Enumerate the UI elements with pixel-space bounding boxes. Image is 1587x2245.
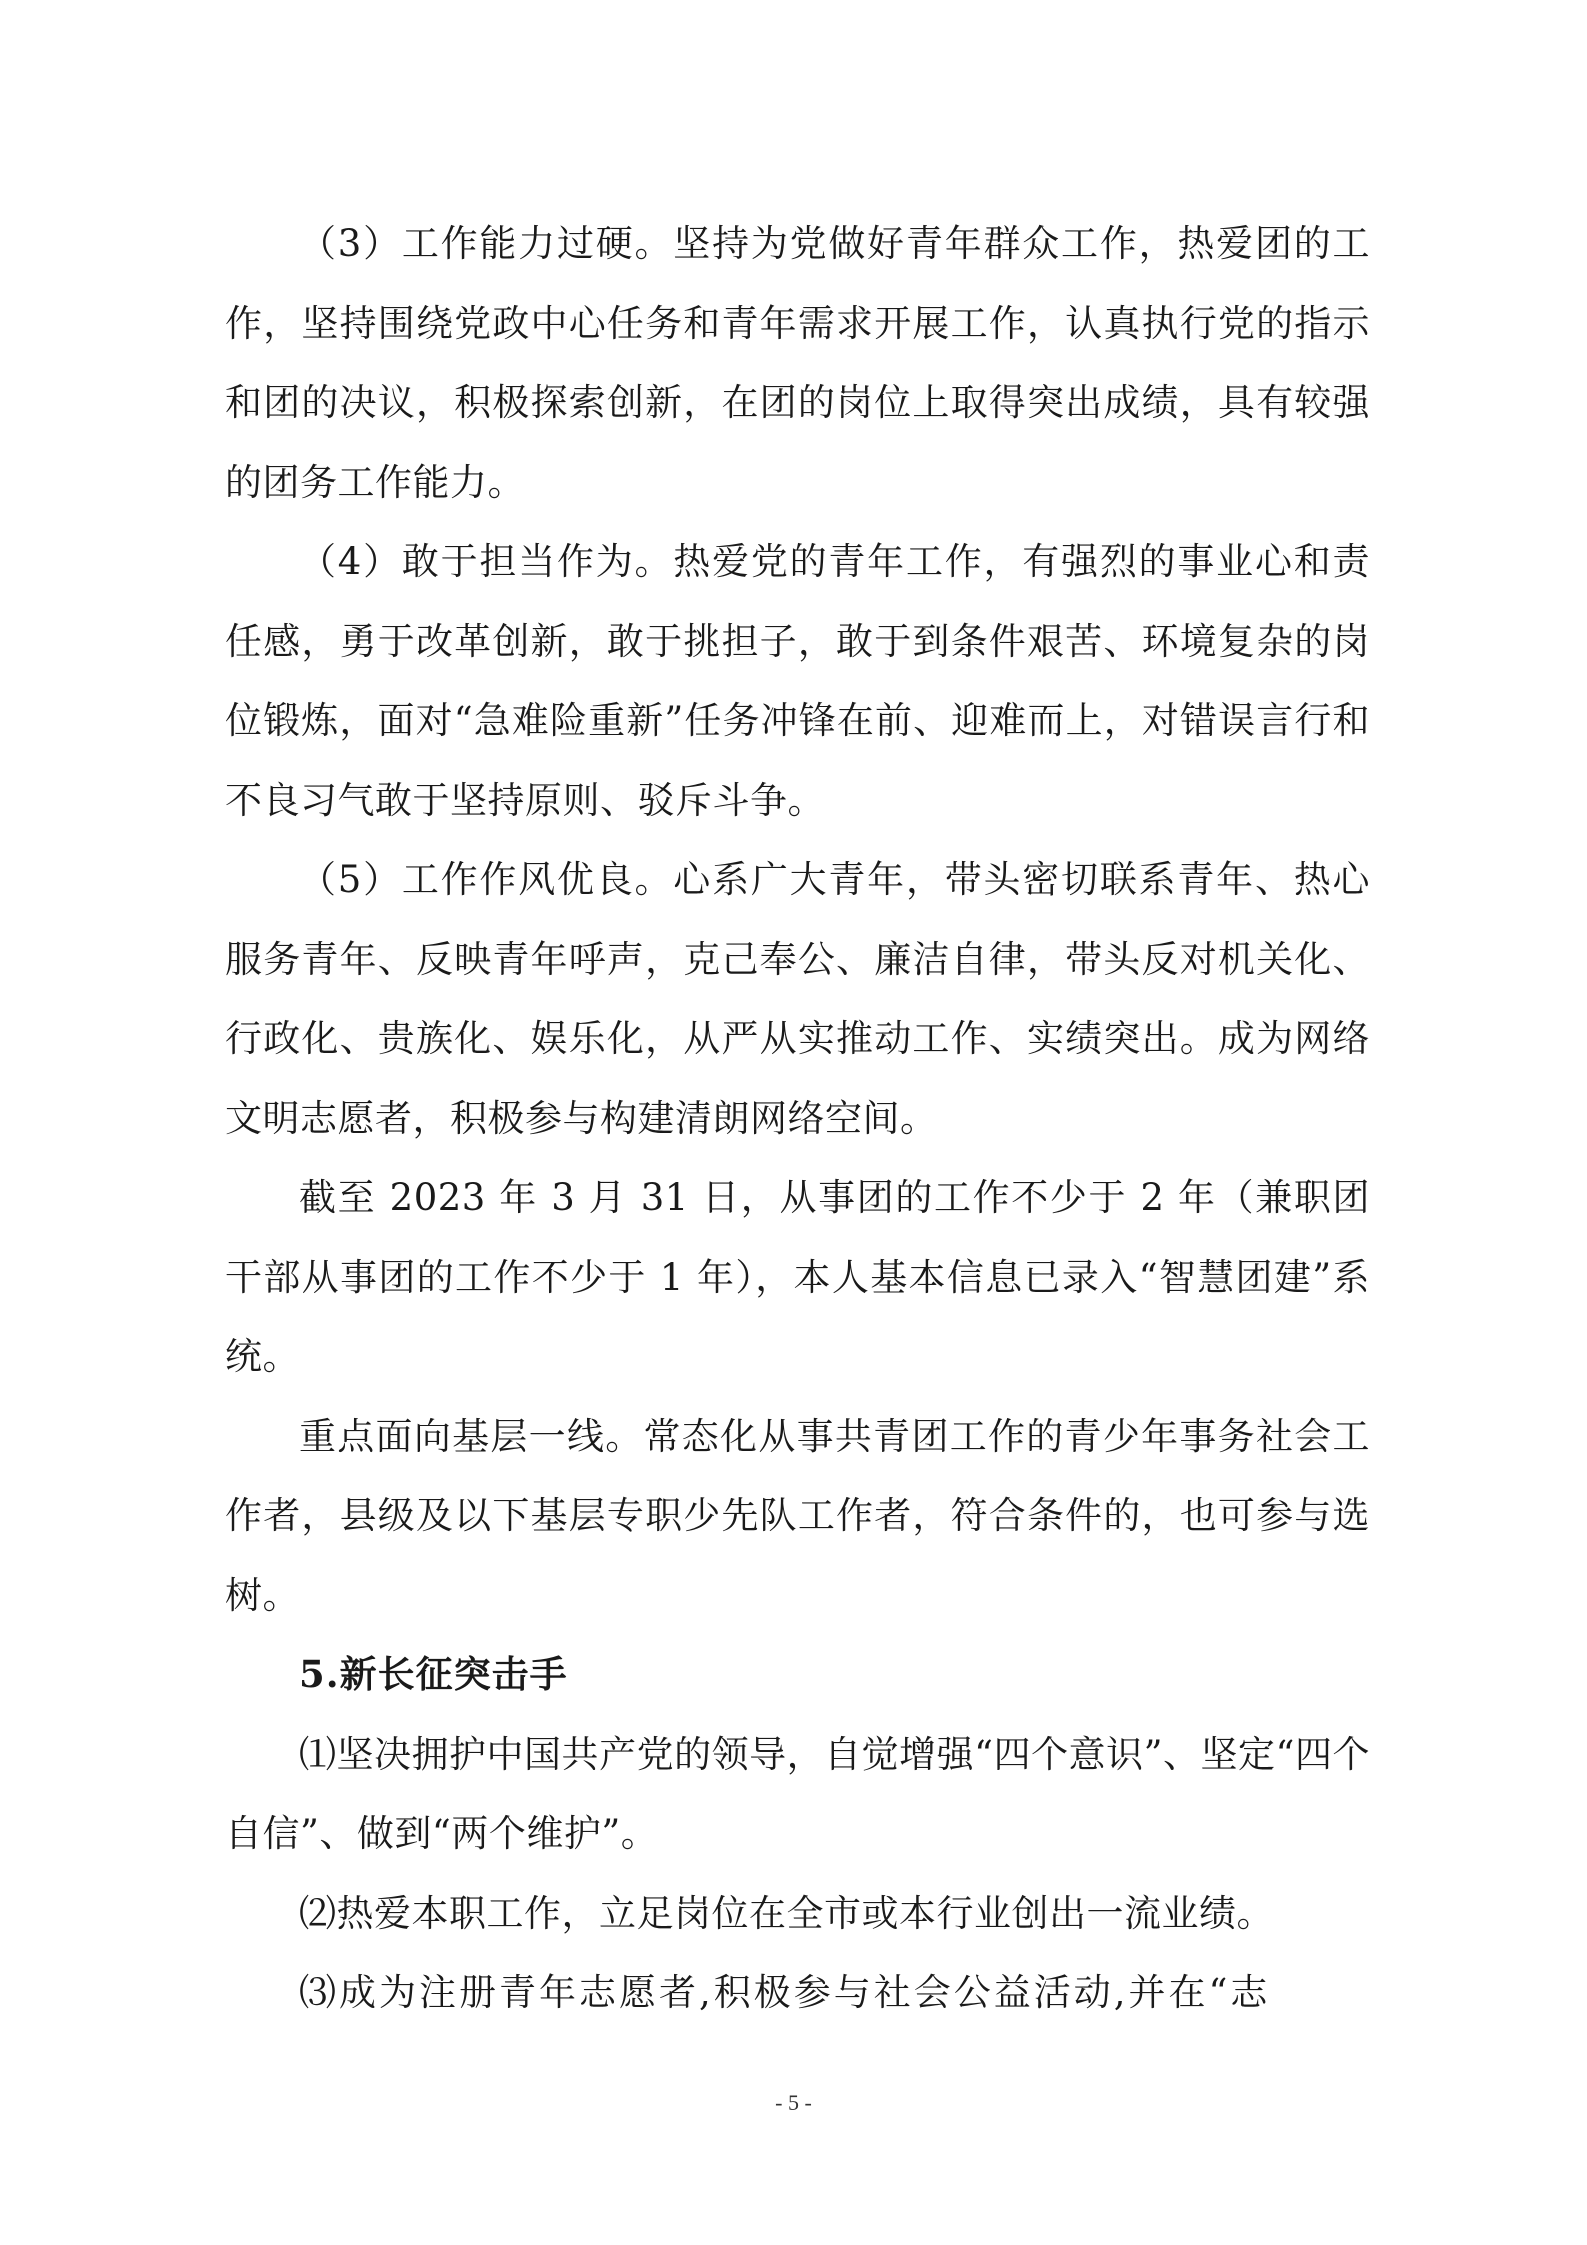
paragraph-work-style: （5）工作作风优良。心系广大青年，带头密切联系青年、热心服务青年、反映青年呼声，克己奉公、廉洁自律，带头反对机关化、行政化、贵族化、娱乐化，从严从实推动工作、实绩突出。成为网络文明志愿者，积极参与构建清朗网络空间。 — [225, 858, 1370, 1140]
section-item-volunteer: ⑶成为注册青年志愿者,积极参与社会公益活动,并在“志 — [299, 1971, 1271, 2014]
document-body — [225, 204, 1370, 2033]
section-item-leadership: ⑴坚决拥护中国共产党的领导，自觉增强“四个意识”、坚定“四个自信”、做到“两个维护”。 — [225, 1732, 1370, 1855]
section-heading: 5.新长征突击手 — [299, 1652, 568, 1696]
section-item-job-performance: ⑵热爱本职工作，立足岗位在全市或本行业创出一流业绩。 — [299, 1891, 1274, 1935]
page-number: - 5 - — [775, 2090, 812, 2115]
paragraph-grassroots-focus: 重点面向基层一线。常态化从事共青团工作的青少年事务社会工作者，县级及以下基层专职少先队工作者，符合条件的，也可参与选树。 — [225, 1414, 1370, 1617]
paragraph-responsibility: （4）敢于担当作为。热爱党的青年工作，有强烈的事业心和责任感，勇于改革创新，敢于挑担子，敢于到条件艰苦、环境复杂的岗位锻炼，面对“急难险重新”任务冲锋在前、迎难而上，对错误言行和不良习气敢于坚持原则、驳斥斗争。 — [225, 540, 1370, 822]
paragraph-eligibility-date: 截至 2023 年 3 月 31 日，从事团的工作不少于 2 年（兼职团干部从事团的工作不少于 1 年），本人基本信息已录入“智慧团建”系统。 — [225, 1176, 1370, 1378]
paragraph-work-ability: （3）工作能力过硬。坚持为党做好青年群众工作，热爱团的工作，坚持围绕党政中心任务和青年需求开展工作，认真执行党的指示和团的决议，积极探索创新，在团的岗位上取得突出成绩，具有较强的团务工作能力。 — [225, 222, 1370, 504]
